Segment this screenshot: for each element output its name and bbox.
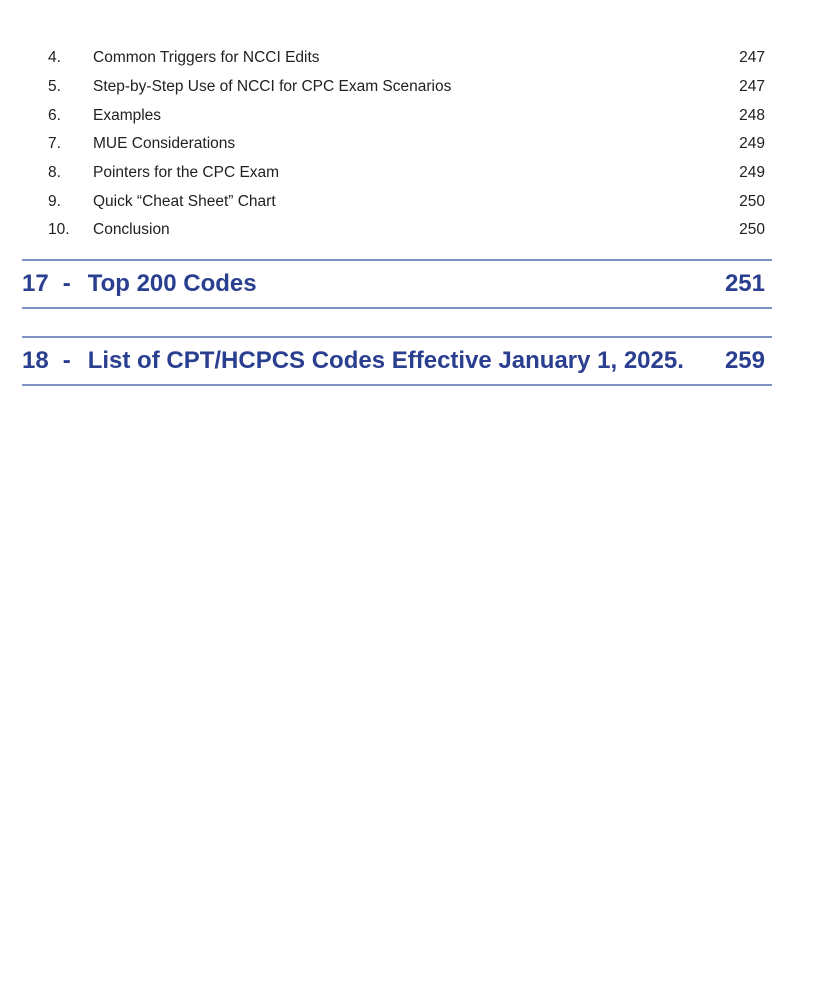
toc-entry-page: 249 xyxy=(739,135,765,153)
toc-entry-number: 8. xyxy=(48,164,61,182)
toc-chapter-entry-18[interactable] xyxy=(22,336,772,386)
chapter-page: 251 xyxy=(724,269,765,297)
chapter-title: List of CPT/HCPCS Codes Effective January 1, 2025. xyxy=(87,346,684,374)
toc-entry[interactable] xyxy=(22,130,772,159)
toc-entry-number: 10. xyxy=(48,221,70,239)
chapter-title: Top 200 Codes xyxy=(87,269,257,297)
toc-entry-page: 249 xyxy=(739,164,765,182)
toc-entry[interactable] xyxy=(22,101,772,130)
toc-entry-page: 250 xyxy=(739,192,765,210)
toc-subitem-list xyxy=(22,0,772,245)
toc-entry-title: MUE Considerations xyxy=(93,135,236,153)
chapter-dash: - xyxy=(62,269,71,297)
chapter-dash: - xyxy=(62,346,71,374)
toc-entry[interactable] xyxy=(22,159,772,188)
toc-entry-title: Common Triggers for NCCI Edits xyxy=(93,49,320,67)
chapter-page: 259 xyxy=(724,346,765,374)
chapter-number: 18 xyxy=(22,346,49,374)
chapter-number: 17 xyxy=(22,269,49,297)
toc-entry-number: 7. xyxy=(48,135,61,153)
toc-entry-number: 4. xyxy=(48,49,61,67)
toc-entry-title: Examples xyxy=(93,106,162,124)
toc-entry-page: 247 xyxy=(739,49,765,67)
toc-entry[interactable] xyxy=(22,187,772,216)
toc-entry[interactable] xyxy=(22,216,772,245)
toc-entry-number: 6. xyxy=(48,106,61,124)
toc-entry[interactable] xyxy=(22,44,772,73)
toc-entry[interactable] xyxy=(22,73,772,102)
toc-entry-page: 248 xyxy=(739,106,765,124)
toc-entry-page: 247 xyxy=(739,78,765,96)
toc-entry-number: 9. xyxy=(48,192,61,210)
toc-entry-title: Quick “Cheat Sheet” Chart xyxy=(93,192,276,210)
toc-entry-title: Conclusion xyxy=(93,221,170,239)
toc-entry-page: 250 xyxy=(739,221,765,239)
toc-chapter-entry-17[interactable] xyxy=(22,259,772,309)
toc-entry-title: Pointers for the CPC Exam xyxy=(93,164,280,182)
toc-entry-number: 5. xyxy=(48,78,61,96)
toc-entry-title: Step-by-Step Use of NCCI for CPC Exam Scenarios xyxy=(93,78,452,96)
toc-page xyxy=(22,0,772,386)
